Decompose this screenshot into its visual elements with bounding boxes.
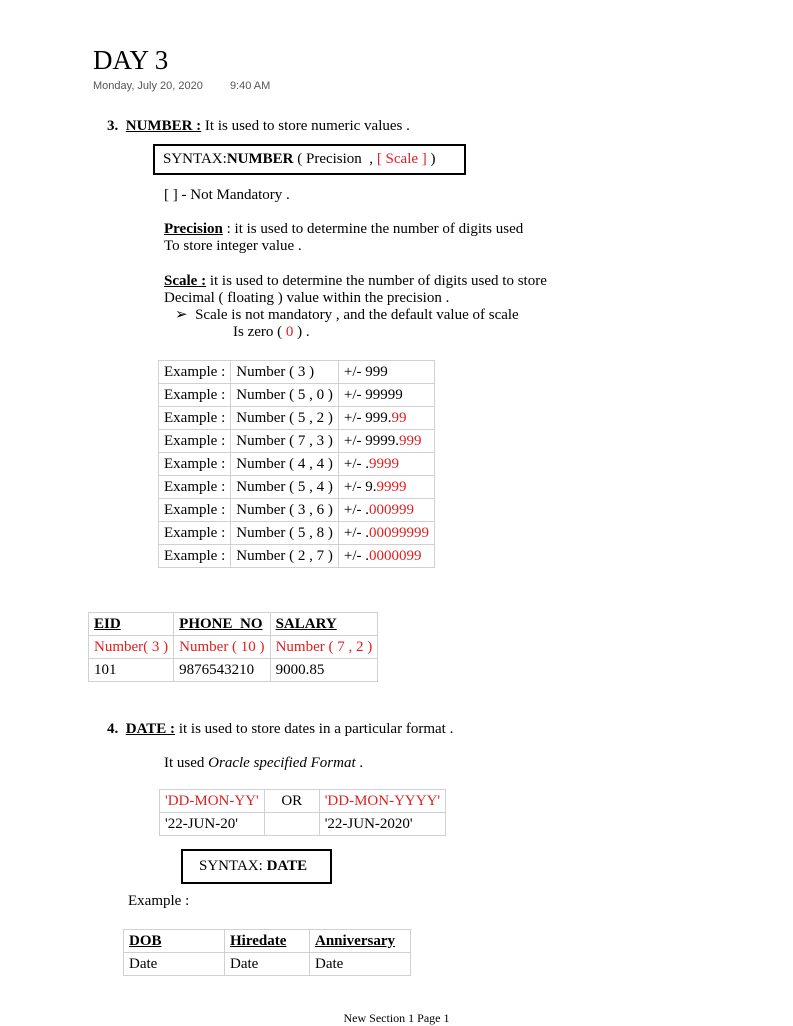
range-base: +/- 999: [343, 363, 388, 380]
example-label: Example :: [128, 893, 190, 909]
example-type-cell: Number ( 7 , 3 ): [231, 430, 339, 453]
table-row: [159, 522, 435, 545]
example-label-cell: Example :: [159, 384, 231, 407]
format-short: 'DD-MON-YY': [160, 790, 265, 813]
example-label-cell: Example :: [159, 499, 231, 522]
header-eid: EID: [89, 613, 174, 636]
date-heading: DATE :: [125, 721, 176, 737]
example-range-cell: [338, 384, 434, 407]
range-base: +/- .: [343, 524, 370, 541]
precision-definition-line2: To store integer value .: [164, 238, 302, 254]
format-long: 'DD-MON-YYYY': [319, 790, 445, 813]
number-syntax-box: SYNTAX: NUMBER ( Precision , [ Scale ] ): [153, 144, 466, 175]
scale-definition: Scale : it is used to determine the number of digits used to store: [164, 273, 547, 289]
table-header-row: [89, 613, 378, 636]
table-row: [159, 453, 435, 476]
table-row: [159, 499, 435, 522]
example-label-cell: Example :: [159, 522, 231, 545]
type-salary: Number ( 7 , 2 ): [270, 636, 378, 659]
example-range-cell: [338, 499, 434, 522]
scale-bullet-line2: Is zero ( 0 ) .: [233, 324, 310, 340]
date-heading-line: [107, 721, 453, 738]
number-description: It is used to store numeric values .: [201, 118, 410, 134]
range-base: +/- 9.: [343, 478, 377, 495]
example-range-cell: [338, 361, 434, 384]
header-dob: DOB: [124, 930, 225, 953]
type-eid: Number( 3 ): [89, 636, 174, 659]
range-decimal: 999: [399, 432, 422, 449]
oracle-format: Oracle specified Format: [208, 755, 356, 771]
value-anniversary: Date: [310, 953, 411, 976]
range-decimal: 99: [391, 409, 407, 426]
format-empty-cell: [264, 813, 319, 836]
example-label-cell: Example :: [159, 476, 231, 499]
example-range-cell: [338, 476, 434, 499]
example-type-cell: Number ( 5 , 4 ): [231, 476, 339, 499]
section-number: 3.: [107, 118, 119, 134]
example-range-cell: [338, 522, 434, 545]
format-long-example: '22-JUN-2020': [319, 813, 445, 836]
range-decimal: 9999: [369, 455, 400, 472]
page-date: Monday, July 20, 2020: [93, 80, 203, 92]
format-short-example: '22-JUN-20': [160, 813, 265, 836]
example-type-cell: Number ( 4 , 4 ): [231, 453, 339, 476]
table-row: [160, 813, 446, 836]
number-heading-line: [107, 118, 410, 135]
precision-term: Precision: [164, 221, 223, 237]
table-row: [159, 384, 435, 407]
employee-table: [88, 612, 378, 682]
example-type-cell: Number ( 5 , 0 ): [231, 384, 339, 407]
date-syntax-keyword: DATE: [266, 858, 308, 874]
header-phone-no: PHONE_NO: [174, 613, 270, 636]
table-row: [124, 953, 411, 976]
example-range-cell: [338, 407, 434, 430]
table-row: [89, 659, 378, 682]
table-row: [159, 430, 435, 453]
example-label-cell: Example :: [159, 545, 231, 568]
example-label-cell: Example :: [159, 407, 231, 430]
bullet-arrow-icon: ➢: [175, 307, 188, 323]
range-decimal: 00099999: [369, 524, 430, 541]
page-time: 9:40 AM: [229, 80, 271, 92]
default-zero: 0: [285, 324, 294, 340]
value-salary: 9000.85: [270, 659, 378, 682]
range-base: +/- 99999: [343, 386, 403, 403]
example-range-cell: [338, 453, 434, 476]
value-phone-no: 9876543210: [174, 659, 270, 682]
example-range-cell: [338, 545, 434, 568]
range-base: +/- .: [343, 547, 370, 564]
date-description: it is used to store dates in a particular format .: [175, 721, 454, 737]
example-type-cell: Number ( 3 , 6 ): [231, 499, 339, 522]
header-anniversary: Anniversary: [310, 930, 411, 953]
range-decimal: 000999: [369, 501, 415, 518]
range-base: +/- .: [343, 455, 370, 472]
value-dob: Date: [124, 953, 225, 976]
table-row: [89, 636, 378, 659]
date-format-note: It used Oracle specified Format .: [164, 755, 364, 771]
page-footer: New Section 1 Page 1: [343, 1011, 450, 1025]
example-type-cell: Number ( 2 , 7 ): [231, 545, 339, 568]
page-title: DAY 3: [93, 45, 169, 75]
value-hiredate: Date: [225, 953, 310, 976]
not-mandatory-note: [ ] - Not Mandatory .: [164, 187, 290, 203]
scale-term: Scale :: [164, 273, 207, 289]
dates-table: [123, 929, 411, 976]
number-examples-table: [158, 360, 435, 568]
table-row: [159, 545, 435, 568]
range-base: +/- 9999.: [343, 432, 400, 449]
date-format-table: [159, 789, 446, 836]
format-or: OR: [264, 790, 319, 813]
type-phone-no: Number ( 10 ): [174, 636, 270, 659]
syntax-keyword: NUMBER: [226, 151, 294, 167]
example-label-cell: Example :: [159, 361, 231, 384]
range-base: +/- 999.: [343, 409, 392, 426]
example-label-cell: Example :: [159, 430, 231, 453]
range-decimal: 0000099: [369, 547, 422, 564]
number-heading: NUMBER :: [125, 118, 202, 134]
table-row: [159, 407, 435, 430]
example-type-cell: Number ( 3 ): [231, 361, 339, 384]
header-salary: SALARY: [270, 613, 378, 636]
precision-definition: Precision : it is used to determine the number of digits used: [164, 221, 524, 237]
example-range-cell: [338, 430, 434, 453]
date-syntax-box: SYNTAX: DATE: [181, 849, 332, 884]
table-row: [159, 476, 435, 499]
header-hiredate: Hiredate: [225, 930, 310, 953]
example-type-cell: Number ( 5 , 8 ): [231, 522, 339, 545]
page-meta: [93, 80, 270, 92]
scale-definition-line2: Decimal ( floating ) value within the precision .: [164, 290, 450, 306]
syntax-scale: [ Scale ]: [376, 151, 427, 167]
section-number: 4.: [107, 721, 119, 737]
example-label-cell: Example :: [159, 453, 231, 476]
scale-bullet: ➢ Scale is not mandatory , and the default value of scale: [175, 307, 519, 323]
range-base: +/- .: [343, 501, 370, 518]
value-eid: 101: [89, 659, 174, 682]
range-decimal: 9999: [376, 478, 407, 495]
table-row: [160, 790, 446, 813]
table-header-row: [124, 930, 411, 953]
example-type-cell: Number ( 5 , 2 ): [231, 407, 339, 430]
table-row: [159, 361, 435, 384]
